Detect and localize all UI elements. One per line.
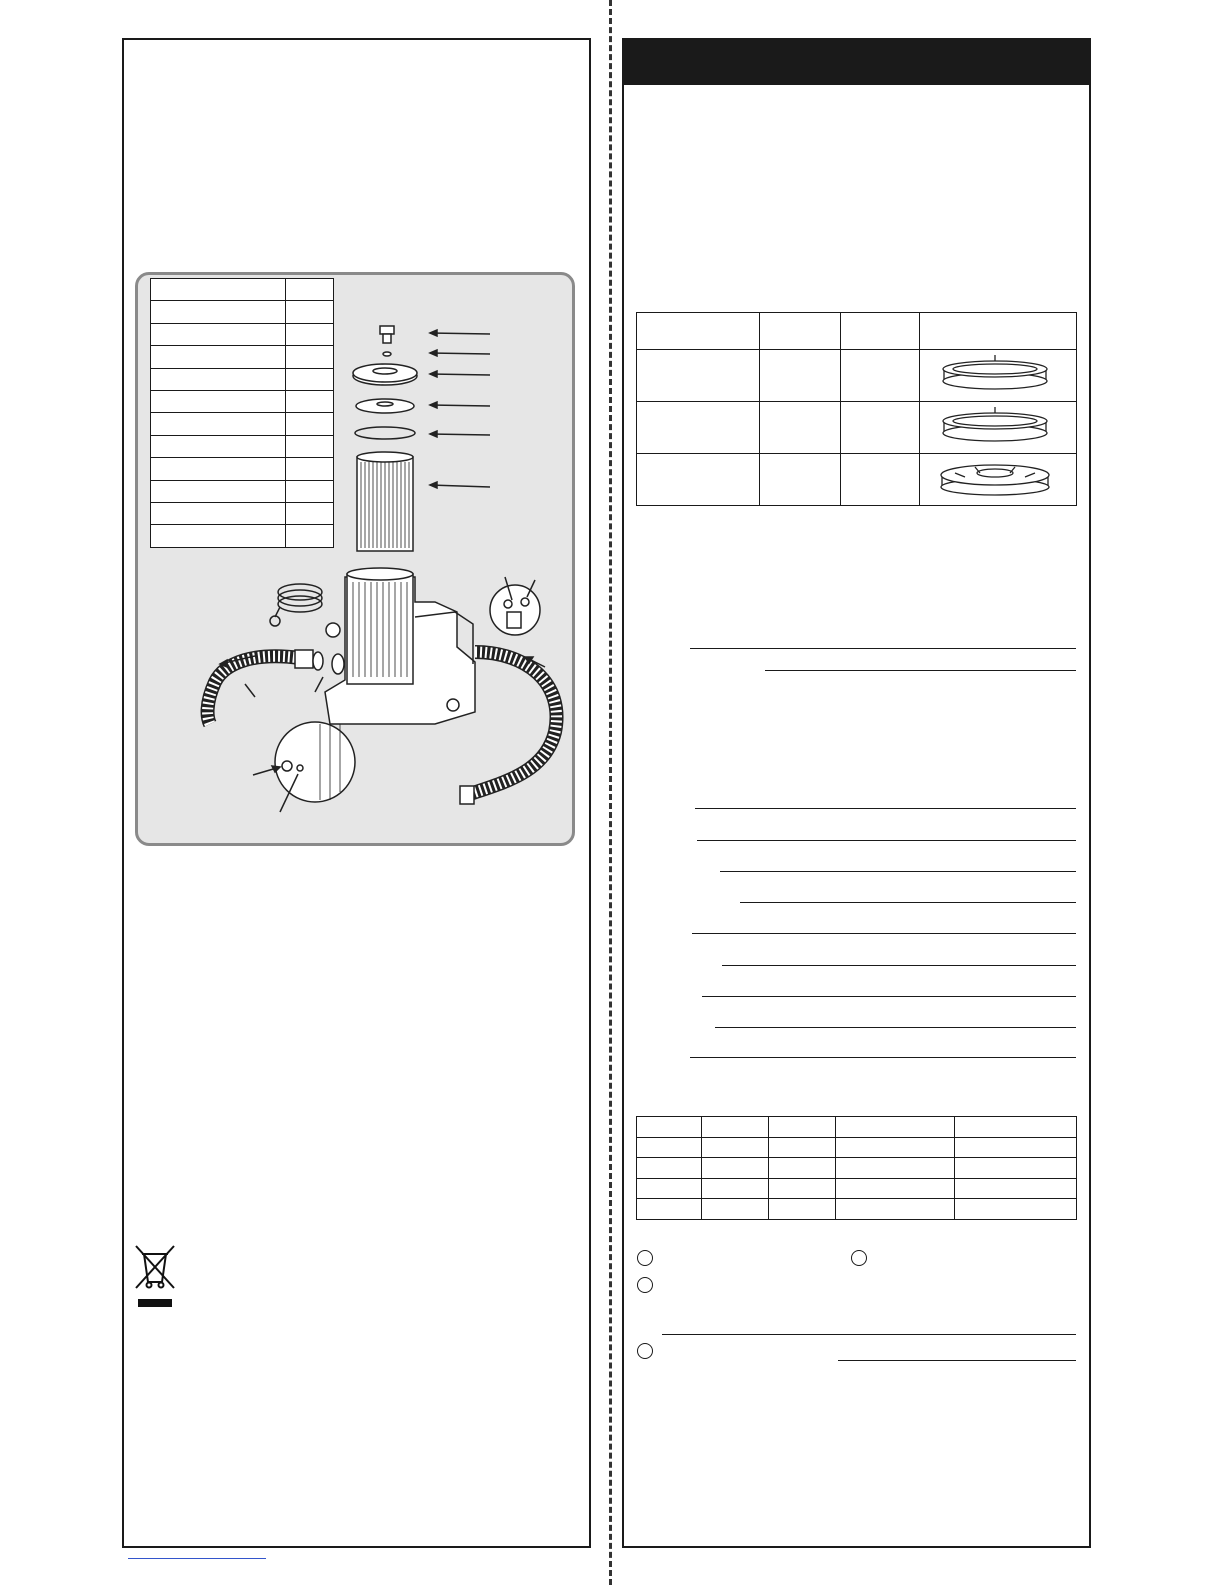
part-arrows bbox=[430, 330, 490, 488]
form-line bbox=[662, 1334, 1076, 1335]
form-line bbox=[697, 840, 1076, 841]
nut-ring-table bbox=[636, 312, 1077, 506]
form-line bbox=[695, 808, 1076, 809]
lid-nut bbox=[353, 364, 417, 385]
air-release-valve bbox=[380, 326, 394, 343]
form-line bbox=[692, 933, 1076, 934]
table-row bbox=[637, 1137, 1077, 1158]
table-row bbox=[637, 1158, 1077, 1179]
form-line bbox=[715, 1027, 1076, 1028]
filter-exploded-diagram bbox=[135, 272, 575, 846]
form-line bbox=[690, 1057, 1076, 1058]
form-line bbox=[722, 965, 1076, 966]
form-line bbox=[838, 1360, 1076, 1361]
filter-housing bbox=[325, 568, 475, 724]
form-line bbox=[765, 670, 1076, 671]
ring-icon bbox=[920, 351, 1070, 395]
form-line bbox=[690, 648, 1076, 649]
section-header-bar bbox=[624, 40, 1089, 85]
detail-circle-top bbox=[490, 577, 540, 635]
table-row bbox=[637, 1178, 1077, 1199]
ring-icon bbox=[920, 403, 1070, 447]
small-o-ring bbox=[383, 352, 391, 356]
large-o-ring bbox=[355, 427, 415, 439]
power-cord-coil bbox=[270, 584, 322, 626]
left-hose bbox=[208, 650, 344, 724]
bullet-circle bbox=[637, 1277, 653, 1293]
spec-table bbox=[636, 1116, 1077, 1220]
cut-line bbox=[609, 0, 612, 1585]
table-row bbox=[637, 454, 1077, 506]
table-row bbox=[637, 1117, 1077, 1138]
footer-link-underline[interactable] bbox=[128, 1558, 266, 1559]
table-row bbox=[637, 350, 1077, 402]
filter-cartridge bbox=[357, 452, 413, 551]
bullet-circle bbox=[637, 1250, 653, 1266]
form-line bbox=[720, 871, 1076, 872]
weee-bin-icon bbox=[134, 1244, 176, 1310]
form-line bbox=[702, 996, 1076, 997]
table-row bbox=[637, 313, 1077, 350]
bullet-circle bbox=[851, 1250, 867, 1266]
form-line bbox=[740, 902, 1076, 903]
right-page bbox=[622, 38, 1091, 1548]
table-row bbox=[637, 1199, 1077, 1220]
table-row bbox=[637, 402, 1077, 454]
bullet-circle bbox=[637, 1343, 653, 1359]
detail-circle-bottom bbox=[253, 722, 355, 812]
large-nut-icon bbox=[920, 455, 1070, 499]
